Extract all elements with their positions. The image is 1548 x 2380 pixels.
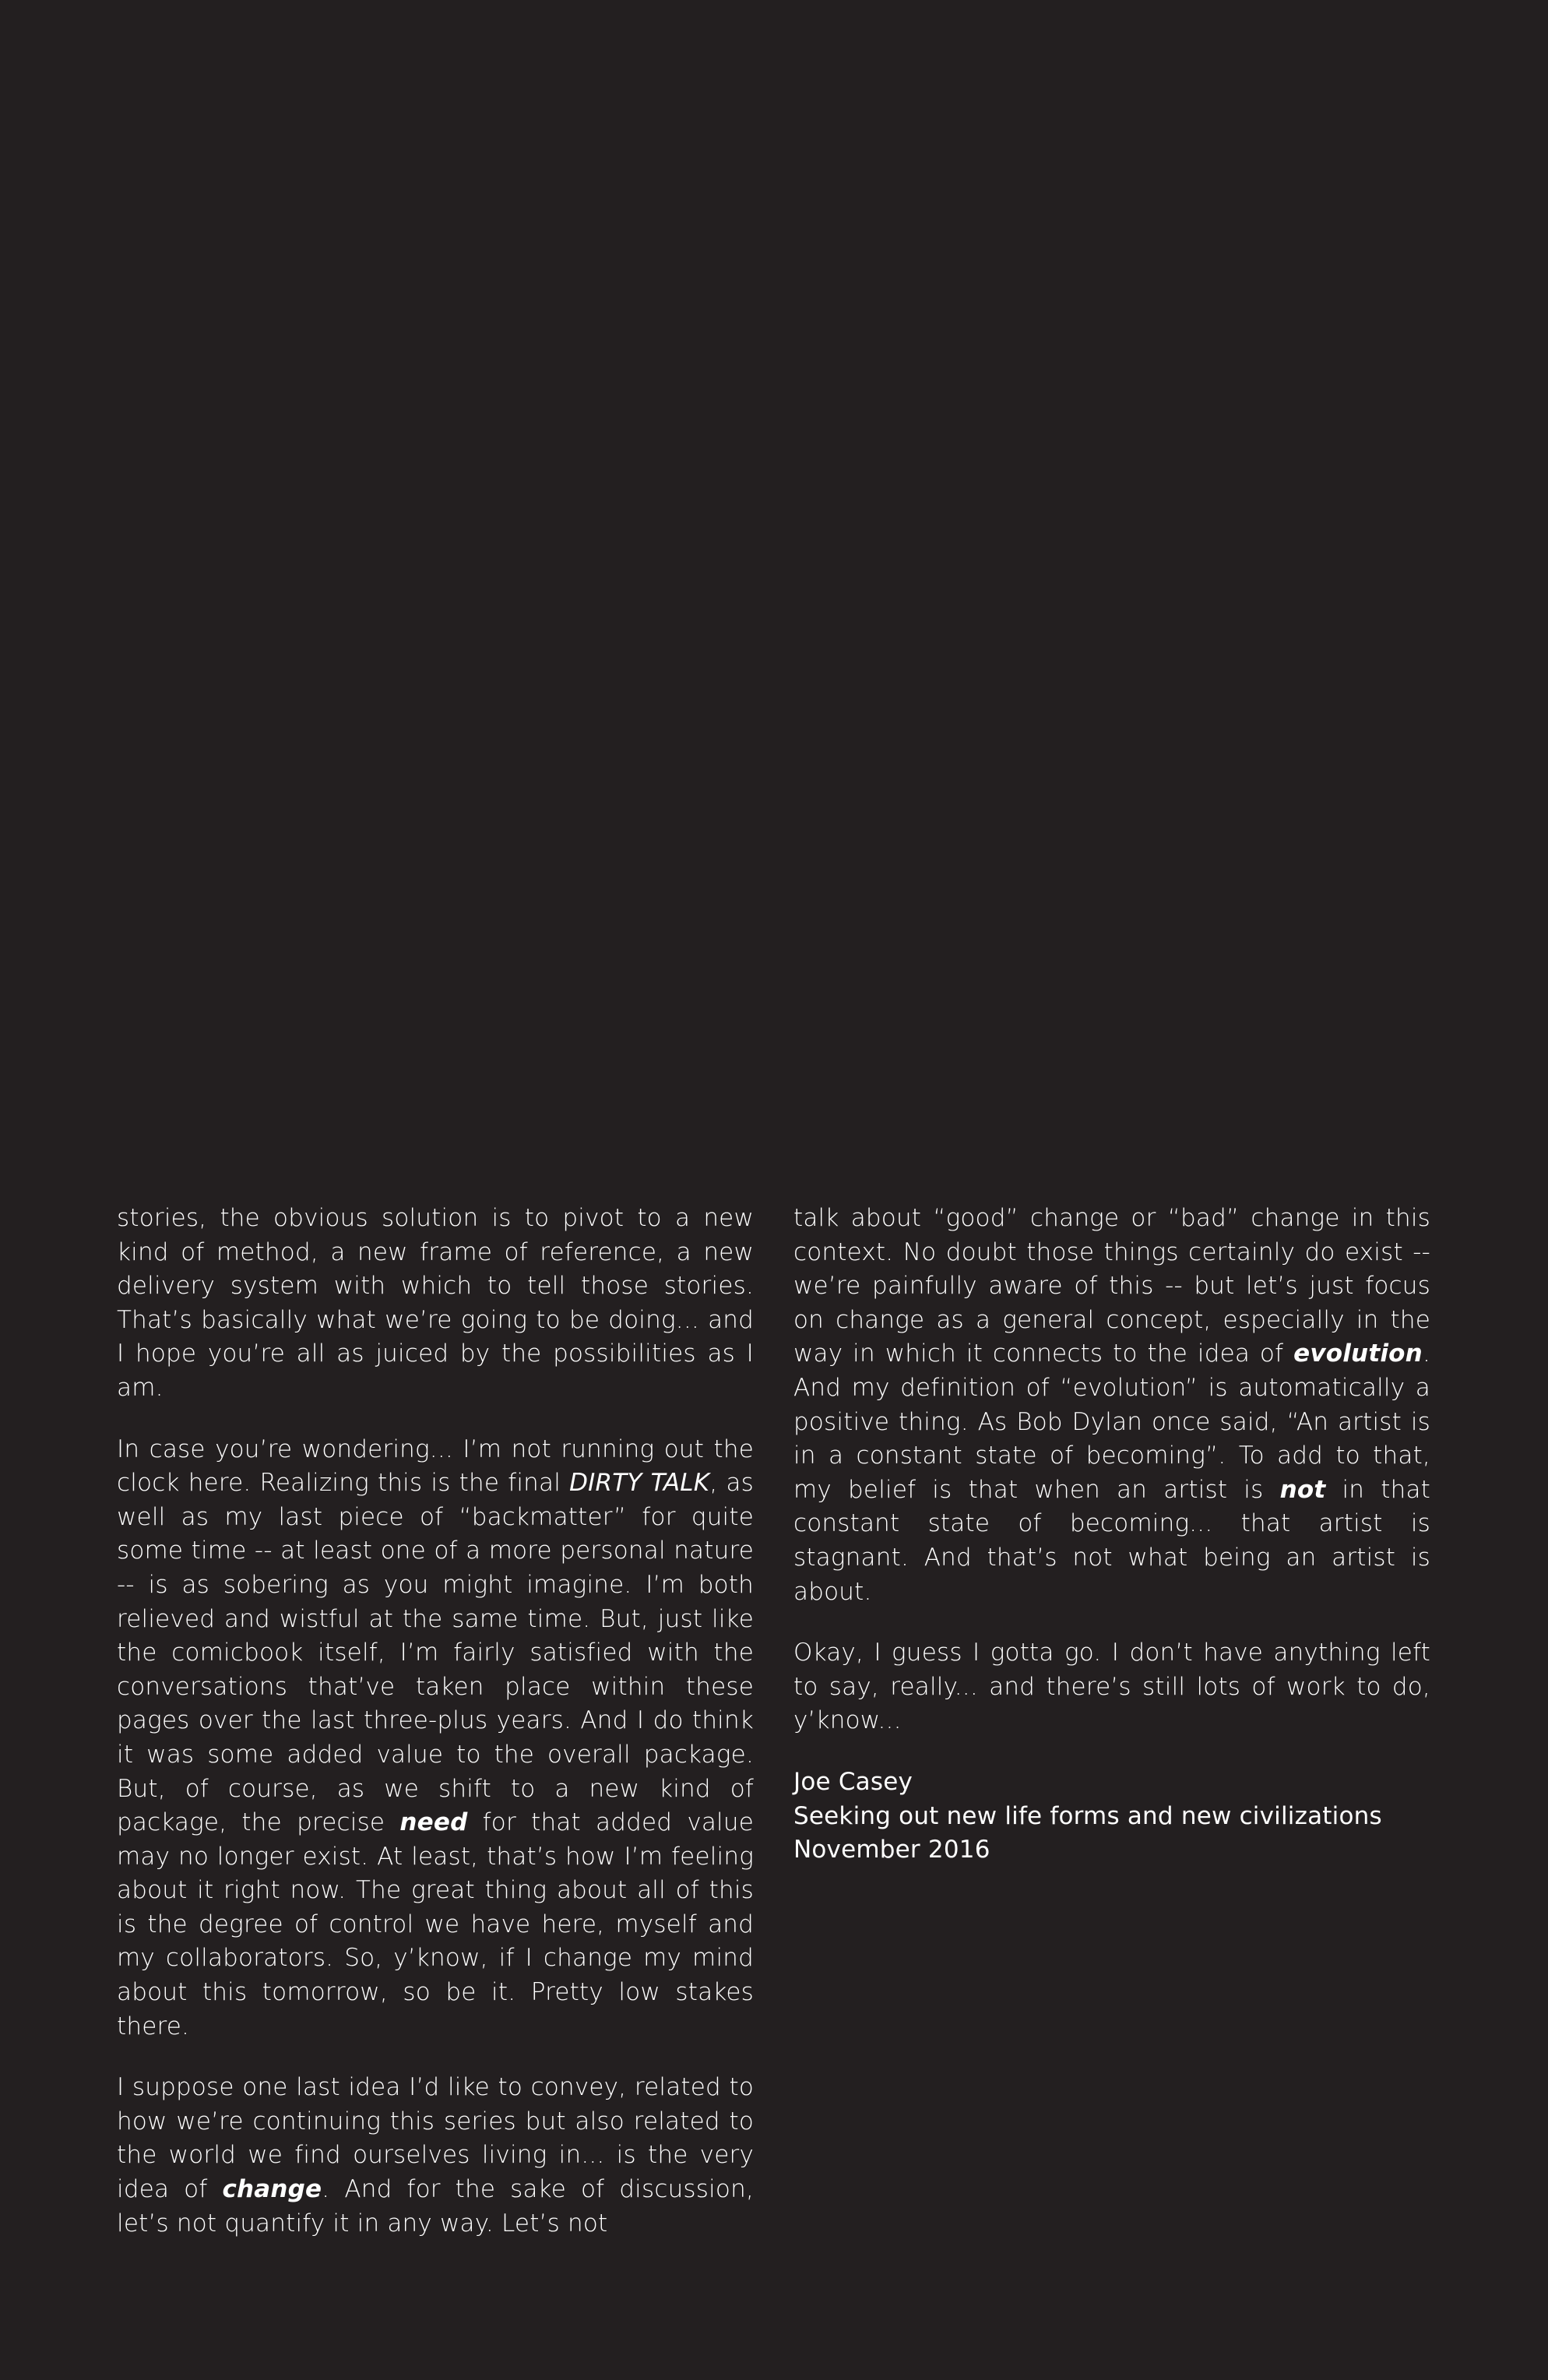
left-text-column (117, 1202, 754, 2268)
author-name: Joe Casey (793, 1767, 913, 1796)
emphasis-need: need (399, 1808, 468, 1837)
emphasis-change: change (222, 2175, 322, 2204)
paragraph-text: I suppose one last idea I’d like to convey, related to how we’re continuing this series but also related to the world we find ourselves living in... is the very idea of (117, 2073, 754, 2204)
right-text-column (793, 1202, 1430, 1868)
paragraph-clock (117, 1433, 754, 2044)
signature-block (793, 1766, 1430, 1868)
paragraph-text: . And my definition of “evolution” is automatically a positive thing. As Bob Dylan once said, “An artist is in a constant state of becoming”. To add to that, my belief is that when an artist is (793, 1340, 1430, 1504)
paragraph-evolution (793, 1202, 1430, 1609)
paragraph-text: stories, the obvious solution is to pivot to a new kind of method, a new frame of reference, a new delivery system with which to tell those stories. That’s basically what we’re going to be doing... and I hope you’re all as juiced by the possibilities as I am. (117, 1204, 754, 1402)
author-tagline: Seeking out new life forms and new civilizations (793, 1801, 1382, 1830)
paragraph-text: In case you’re wondering... I’m not running out the clock here. Realizing this is the final (117, 1435, 754, 1498)
paragraph-change (117, 2071, 754, 2241)
paragraph-text: talk about “good” change or “bad” change in this context. No doubt those things certainly do exist -- we’re painfully aware of this -- but let’s just focus on change as a general concept, especially in the way in which it connects to the idea of (793, 1204, 1430, 1368)
signature-date: November 2016 (793, 1836, 990, 1864)
series-title: DIRTY TALK (569, 1469, 710, 1498)
emphasis-evolution: evolution (1293, 1340, 1423, 1368)
paragraph-text: in that constant state of becoming... that artist is stagnant. And that’s not what being an artist is about. (793, 1475, 1430, 1606)
paragraph-text: Okay, I guess I gotta go. I don’t have anything left to say, really... and there’s still lots of work to do, y’know... (793, 1639, 1430, 1735)
paragraph-goodbye (793, 1636, 1430, 1738)
paragraph-text: for that added value may no longer exist. At least, that’s how I’m feeling about it right now. The great thing about all of this is the degree of control we have here, myself and my collaborators. So, y’know, if I change my mind about this tomorrow, so be it. Pretty low stakes there. (117, 1808, 754, 2040)
emphasis-not: not (1279, 1475, 1326, 1504)
paragraph-stories (117, 1202, 754, 1406)
paragraph-text: , as well as my last piece of “backmatter” for quite some time -- at least one of a more personal nature -- is as sobering as you might imagine. I’m both relieved and wistful at the same time. But, just like the comicbook itself, I’m fairly satisfied with the conversations that’ve taken place within these pages over the last three-plus years. And I do think it was some added value to the overall package. But, of course, as we shift to a new kind of package, the precise (117, 1469, 754, 1837)
paragraph-text: . And for the sake of discussion, let’s not quantify it in any way. Let’s not (117, 2175, 754, 2237)
